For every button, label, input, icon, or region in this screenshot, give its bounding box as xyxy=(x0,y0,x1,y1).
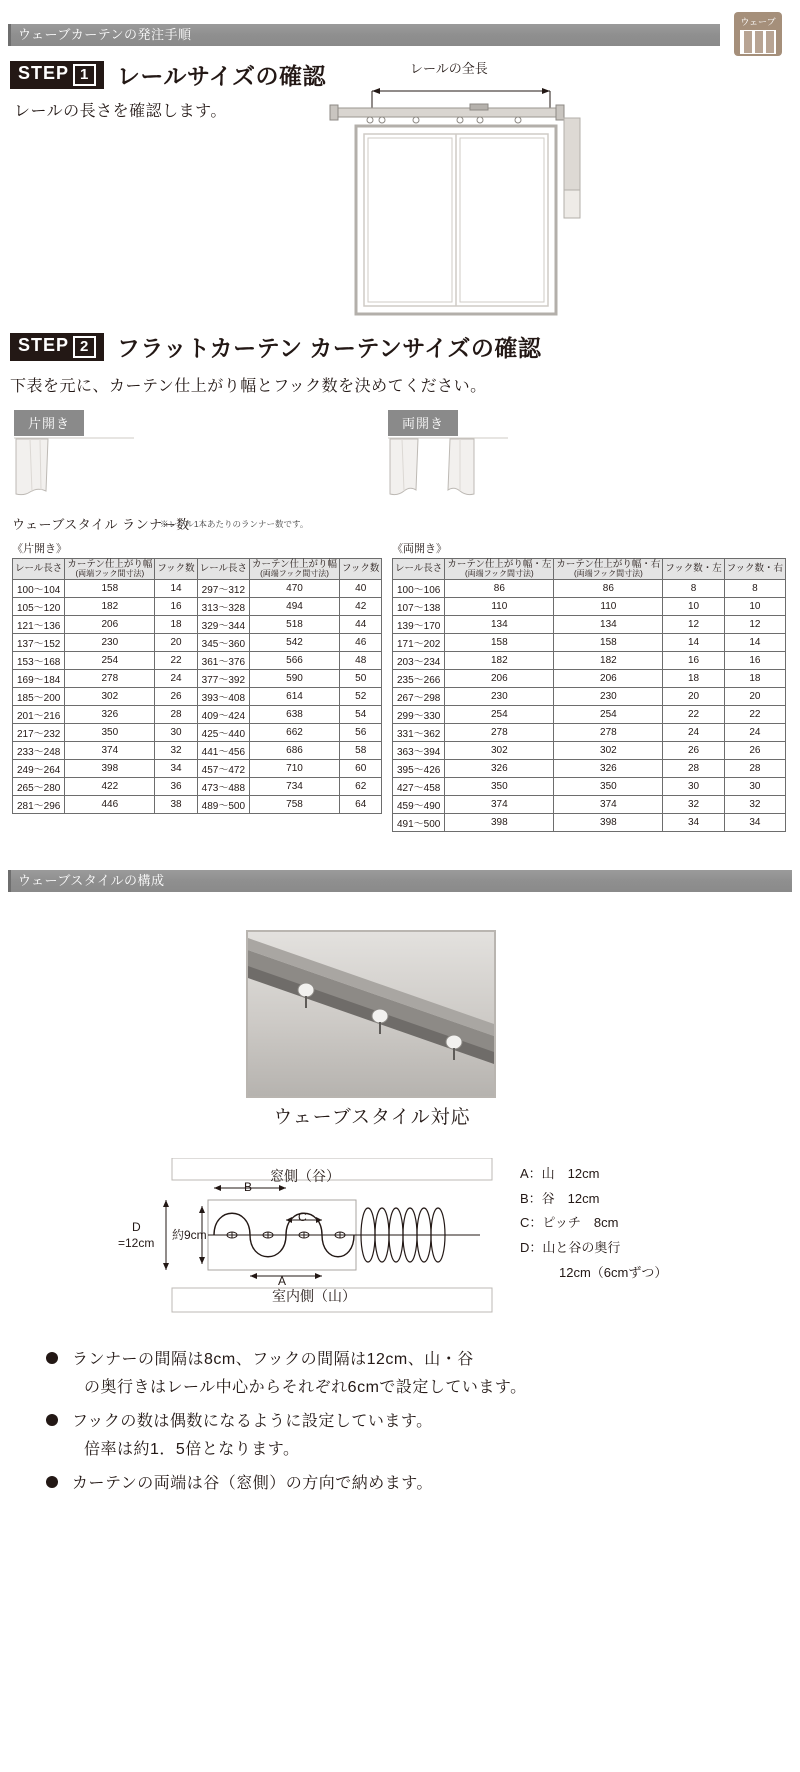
table-cell: 363〜394 xyxy=(393,742,445,760)
table-row xyxy=(13,688,382,706)
note-main: ランナーの間隔は8cm、フックの間隔は12cm、山・谷 xyxy=(72,1351,474,1368)
table-cell: 107〜138 xyxy=(393,598,445,616)
tag-single-open: 片開き xyxy=(14,410,84,436)
table-row xyxy=(393,814,786,832)
step2-title: フラットカーテン カーテンサイズの確認 xyxy=(116,335,542,361)
rail-diagram xyxy=(320,58,790,320)
table-cell: 16 xyxy=(724,652,785,670)
table-cell: 662 xyxy=(250,724,340,742)
table-cell: 254 xyxy=(554,706,663,724)
table-cell: 374 xyxy=(65,742,155,760)
table-cell: 26 xyxy=(155,688,197,706)
table-cell: 42 xyxy=(340,598,382,616)
bullet-icon xyxy=(46,1414,58,1426)
table-cell: 24 xyxy=(724,724,785,742)
table-row xyxy=(13,760,382,778)
table-cell: 16 xyxy=(663,652,724,670)
runner-table-title: ウェーブスタイル ランナー数 xyxy=(12,517,190,532)
step1-lead: レールの長さを確認します。 xyxy=(14,103,227,120)
table-cell: 326 xyxy=(65,706,155,724)
table-cell: 758 xyxy=(250,796,340,814)
list-item xyxy=(42,1408,762,1464)
table-cell: 398 xyxy=(554,814,663,832)
table-cell: 377〜392 xyxy=(197,670,249,688)
table-cell: 20 xyxy=(663,688,724,706)
table-cell: 121〜136 xyxy=(13,616,65,634)
wave-badge xyxy=(734,12,782,56)
single-col-3: レール長さ xyxy=(197,559,249,580)
table-cell: 398 xyxy=(65,760,155,778)
single-col-4: カーテン仕上がり幅 (両端フック間寸法) xyxy=(250,559,340,580)
legend-item: C：ピッチ 8cm xyxy=(520,1215,619,1231)
table-cell: 153〜168 xyxy=(13,652,65,670)
step2-heading xyxy=(10,330,541,363)
table-cell: 518 xyxy=(250,616,340,634)
step1-heading xyxy=(10,58,326,91)
table-cell: 10 xyxy=(663,598,724,616)
table-cell: 395〜426 xyxy=(393,760,445,778)
bullet-icon xyxy=(46,1352,58,1364)
table-cell: 427〜458 xyxy=(393,778,445,796)
table-cell: 22 xyxy=(663,706,724,724)
table-cell: 299〜330 xyxy=(393,706,445,724)
table-cell: 30 xyxy=(724,778,785,796)
step2-badge-text: STEP xyxy=(18,334,70,355)
table-cell: 302 xyxy=(65,688,155,706)
table-cell: 281〜296 xyxy=(13,796,65,814)
table-row xyxy=(393,598,786,616)
single-col-1: カーテン仕上がり幅 (両端フック間寸法) xyxy=(65,559,155,580)
table-row xyxy=(393,724,786,742)
table-cell: 110 xyxy=(554,598,663,616)
table-row xyxy=(393,670,786,688)
double-col-3: フック数・左 xyxy=(663,559,724,580)
table-row xyxy=(393,652,786,670)
table-cell: 54 xyxy=(340,706,382,724)
label-d: D xyxy=(132,1220,141,1234)
table-cell: 8 xyxy=(724,580,785,598)
table-cell: 20 xyxy=(724,688,785,706)
label-a: A xyxy=(278,1274,287,1288)
table-cell: 22 xyxy=(724,706,785,724)
table-cell: 446 xyxy=(65,796,155,814)
table-cell: 350 xyxy=(554,778,663,796)
step2-lead: 下表を元に、カーテン仕上がり幅とフック数を決めてください。 xyxy=(10,378,487,395)
table-cell: 278 xyxy=(554,724,663,742)
table-cell: 182 xyxy=(445,652,554,670)
illustration-single-open xyxy=(14,436,134,503)
table-cell: 265〜280 xyxy=(13,778,65,796)
table-row xyxy=(393,616,786,634)
table-cell: 203〜234 xyxy=(393,652,445,670)
section-header-wave-structure: ウェーブスタイルの構成 xyxy=(8,870,792,892)
label-d-value: =12cm xyxy=(118,1236,155,1250)
note-sub: 倍率は約1．5倍となります。 xyxy=(84,1441,300,1458)
table-cell: 393〜408 xyxy=(197,688,249,706)
table-header-row xyxy=(393,559,786,580)
table-cell: 254 xyxy=(445,706,554,724)
double-col-2: カーテン仕上がり幅・右 (両端フック間寸法) xyxy=(554,559,663,580)
bullet-icon xyxy=(46,1476,58,1488)
table-cell: 12 xyxy=(724,616,785,634)
double-col-0: レール長さ xyxy=(393,559,445,580)
rail-diagram-svg xyxy=(320,58,790,320)
table-row xyxy=(393,706,786,724)
table-cell: 230 xyxy=(65,634,155,652)
table-cell: 14 xyxy=(155,580,197,598)
table-cell: 58 xyxy=(340,742,382,760)
table-cell: 302 xyxy=(445,742,554,760)
diagram-bottom-label: 室内側（山） xyxy=(272,1288,356,1304)
table-cell: 105〜120 xyxy=(13,598,65,616)
table-cell: 361〜376 xyxy=(197,652,249,670)
table-cell: 374 xyxy=(554,796,663,814)
table-row xyxy=(393,688,786,706)
table-cell: 139〜170 xyxy=(393,616,445,634)
note-sub: の奥行きはレール中心からそれぞれ6cmで設定しています。 xyxy=(84,1379,527,1396)
table-cell: 134 xyxy=(445,616,554,634)
table-cell: 230 xyxy=(445,688,554,706)
table-cell: 10 xyxy=(724,598,785,616)
note-main: カーテンの両端は谷（窓側）の方向で納めます。 xyxy=(72,1475,433,1492)
table-cell: 217〜232 xyxy=(13,724,65,742)
table-cell: 267〜298 xyxy=(393,688,445,706)
table-cell: 457〜472 xyxy=(197,760,249,778)
step1-title: レールサイズの確認 xyxy=(116,63,327,89)
table-cell: 34 xyxy=(663,814,724,832)
table-cell: 86 xyxy=(445,580,554,598)
table-double-open xyxy=(392,558,786,832)
table-cell: 425〜440 xyxy=(197,724,249,742)
table-row xyxy=(13,724,382,742)
wave-structure-diagram xyxy=(110,1158,510,1316)
table-cell: 32 xyxy=(724,796,785,814)
table-cell: 86 xyxy=(554,580,663,598)
table-row xyxy=(13,598,382,616)
table-cell: 48 xyxy=(340,652,382,670)
table-row xyxy=(393,634,786,652)
legend-item: D：山と谷の奥行 xyxy=(520,1240,621,1256)
list-item xyxy=(42,1470,762,1498)
section-header-order-steps: ウェーブカーテンの発注手順 xyxy=(8,24,720,46)
table-row xyxy=(13,616,382,634)
table-cell: 350 xyxy=(445,778,554,796)
double-col-1: カーテン仕上がり幅・左 (両端フック間寸法) xyxy=(445,559,554,580)
table-cell: 350 xyxy=(65,724,155,742)
table-cell: 278 xyxy=(65,670,155,688)
table-cell: 12 xyxy=(663,616,724,634)
table-cell: 710 xyxy=(250,760,340,778)
wave-icon xyxy=(740,30,776,54)
table-cell: 50 xyxy=(340,670,382,688)
table-cell: 36 xyxy=(155,778,197,796)
table-cell: 28 xyxy=(724,760,785,778)
table-cell: 182 xyxy=(554,652,663,670)
table-cell: 201〜216 xyxy=(13,706,65,724)
wave-badge-label: ウェーブ xyxy=(740,17,776,27)
double-col-4: フック数・右 xyxy=(724,559,785,580)
table-row xyxy=(13,778,382,796)
table-cell: 313〜328 xyxy=(197,598,249,616)
table-cell: 398 xyxy=(445,814,554,832)
table-cell: 249〜264 xyxy=(13,760,65,778)
table-cell: 158 xyxy=(65,580,155,598)
table-cell: 8 xyxy=(663,580,724,598)
table-header-row xyxy=(13,559,382,580)
tag-double-open: 両開き xyxy=(388,410,458,436)
wave-rail-photo xyxy=(246,930,496,1098)
table-single-open xyxy=(12,558,382,814)
table-cell: 206 xyxy=(554,670,663,688)
table-cell: 470 xyxy=(250,580,340,598)
table-cell: 34 xyxy=(724,814,785,832)
table-cell: 329〜344 xyxy=(197,616,249,634)
table-cell: 30 xyxy=(155,724,197,742)
table-cell: 34 xyxy=(155,760,197,778)
single-col-5: フック数 xyxy=(340,559,382,580)
table-cell: 32 xyxy=(663,796,724,814)
table-cell: 30 xyxy=(663,778,724,796)
table-cell: 489〜500 xyxy=(197,796,249,814)
table-cell: 60 xyxy=(340,760,382,778)
table-cell: 18 xyxy=(155,616,197,634)
table-cell: 24 xyxy=(155,670,197,688)
table-cell: 40 xyxy=(340,580,382,598)
table-cell: 171〜202 xyxy=(393,634,445,652)
table-cell: 278 xyxy=(445,724,554,742)
table-cell: 100〜104 xyxy=(13,580,65,598)
table-cell: 459〜490 xyxy=(393,796,445,814)
table-cell: 158 xyxy=(445,634,554,652)
photo-caption: ウェーブスタイル対応 xyxy=(273,1107,471,1128)
diagram-top-label: 窓側（谷） xyxy=(270,1168,340,1184)
rail-length-label: レールの全長 xyxy=(410,61,488,76)
table-cell: 182 xyxy=(65,598,155,616)
table-cell: 491〜500 xyxy=(393,814,445,832)
table-cell: 235〜266 xyxy=(393,670,445,688)
table-cell: 24 xyxy=(663,724,724,742)
notes-list xyxy=(42,1346,762,1504)
table-cell: 345〜360 xyxy=(197,634,249,652)
runner-table-note: ※レール1本あたりのランナー数です。 xyxy=(160,519,309,529)
table-cell: 542 xyxy=(250,634,340,652)
table-cell: 233〜248 xyxy=(13,742,65,760)
table-row xyxy=(13,652,382,670)
table-row xyxy=(393,760,786,778)
label-b: B xyxy=(244,1180,253,1194)
table-cell: 374 xyxy=(445,796,554,814)
table-cell: 64 xyxy=(340,796,382,814)
table-cell: 614 xyxy=(250,688,340,706)
table-cell: 331〜362 xyxy=(393,724,445,742)
table-cell: 185〜200 xyxy=(13,688,65,706)
step1-number: 1 xyxy=(73,64,96,86)
table-cell: 137〜152 xyxy=(13,634,65,652)
table-row xyxy=(393,778,786,796)
table-cell: 297〜312 xyxy=(197,580,249,598)
table-row xyxy=(13,706,382,724)
label-approx-9cm: 約9cm xyxy=(172,1228,207,1242)
table-row xyxy=(13,796,382,814)
table-cell: 638 xyxy=(250,706,340,724)
table-cell: 18 xyxy=(663,670,724,688)
step2-number: 2 xyxy=(73,336,96,358)
table-cell: 14 xyxy=(724,634,785,652)
table-cell: 158 xyxy=(554,634,663,652)
table-cell: 409〜424 xyxy=(197,706,249,724)
table-cell: 22 xyxy=(155,652,197,670)
table-cell: 62 xyxy=(340,778,382,796)
structure-legend xyxy=(520,1162,667,1285)
double-open-group-title: 《両開き》 xyxy=(392,543,447,555)
step1-badge xyxy=(10,61,104,89)
legend-item: 12cm（6cmずつ） xyxy=(520,1264,668,1280)
table-row xyxy=(393,796,786,814)
table-cell: 32 xyxy=(155,742,197,760)
table-cell: 56 xyxy=(340,724,382,742)
legend-item: B：谷 12cm xyxy=(520,1190,600,1206)
table-cell: 206 xyxy=(65,616,155,634)
table-cell: 494 xyxy=(250,598,340,616)
table-row xyxy=(13,580,382,598)
table-cell: 230 xyxy=(554,688,663,706)
table-cell: 14 xyxy=(663,634,724,652)
table-cell: 28 xyxy=(663,760,724,778)
table-cell: 473〜488 xyxy=(197,778,249,796)
table-cell: 26 xyxy=(724,742,785,760)
table-cell: 110 xyxy=(445,598,554,616)
table-cell: 441〜456 xyxy=(197,742,249,760)
label-c: C xyxy=(298,1210,307,1224)
table-cell: 590 xyxy=(250,670,340,688)
table-cell: 734 xyxy=(250,778,340,796)
table-cell: 44 xyxy=(340,616,382,634)
illustration-double-open xyxy=(388,436,508,503)
table-cell: 20 xyxy=(155,634,197,652)
table-cell: 26 xyxy=(663,742,724,760)
legend-item: A：山 12cm xyxy=(520,1166,600,1181)
table-row xyxy=(13,742,382,760)
table-cell: 134 xyxy=(554,616,663,634)
table-cell: 169〜184 xyxy=(13,670,65,688)
table-cell: 254 xyxy=(65,652,155,670)
single-col-0: レール長さ xyxy=(13,559,65,580)
table-cell: 16 xyxy=(155,598,197,616)
table-cell: 206 xyxy=(445,670,554,688)
table-cell: 52 xyxy=(340,688,382,706)
table-cell: 18 xyxy=(724,670,785,688)
table-cell: 326 xyxy=(554,760,663,778)
table-row xyxy=(13,634,382,652)
table-cell: 46 xyxy=(340,634,382,652)
single-col-2: フック数 xyxy=(155,559,197,580)
table-cell: 566 xyxy=(250,652,340,670)
step2-badge xyxy=(10,333,104,361)
table-cell: 422 xyxy=(65,778,155,796)
table-row xyxy=(393,742,786,760)
table-cell: 28 xyxy=(155,706,197,724)
note-main: フックの数は偶数になるように設定しています。 xyxy=(72,1413,433,1430)
list-item xyxy=(42,1346,762,1402)
table-cell: 686 xyxy=(250,742,340,760)
table-cell: 38 xyxy=(155,796,197,814)
table-row xyxy=(13,670,382,688)
table-cell: 302 xyxy=(554,742,663,760)
table-cell: 326 xyxy=(445,760,554,778)
table-row xyxy=(393,580,786,598)
table-cell: 100〜106 xyxy=(393,580,445,598)
step1-badge-text: STEP xyxy=(18,62,70,83)
single-open-group-title: 《片開き》 xyxy=(12,543,67,555)
